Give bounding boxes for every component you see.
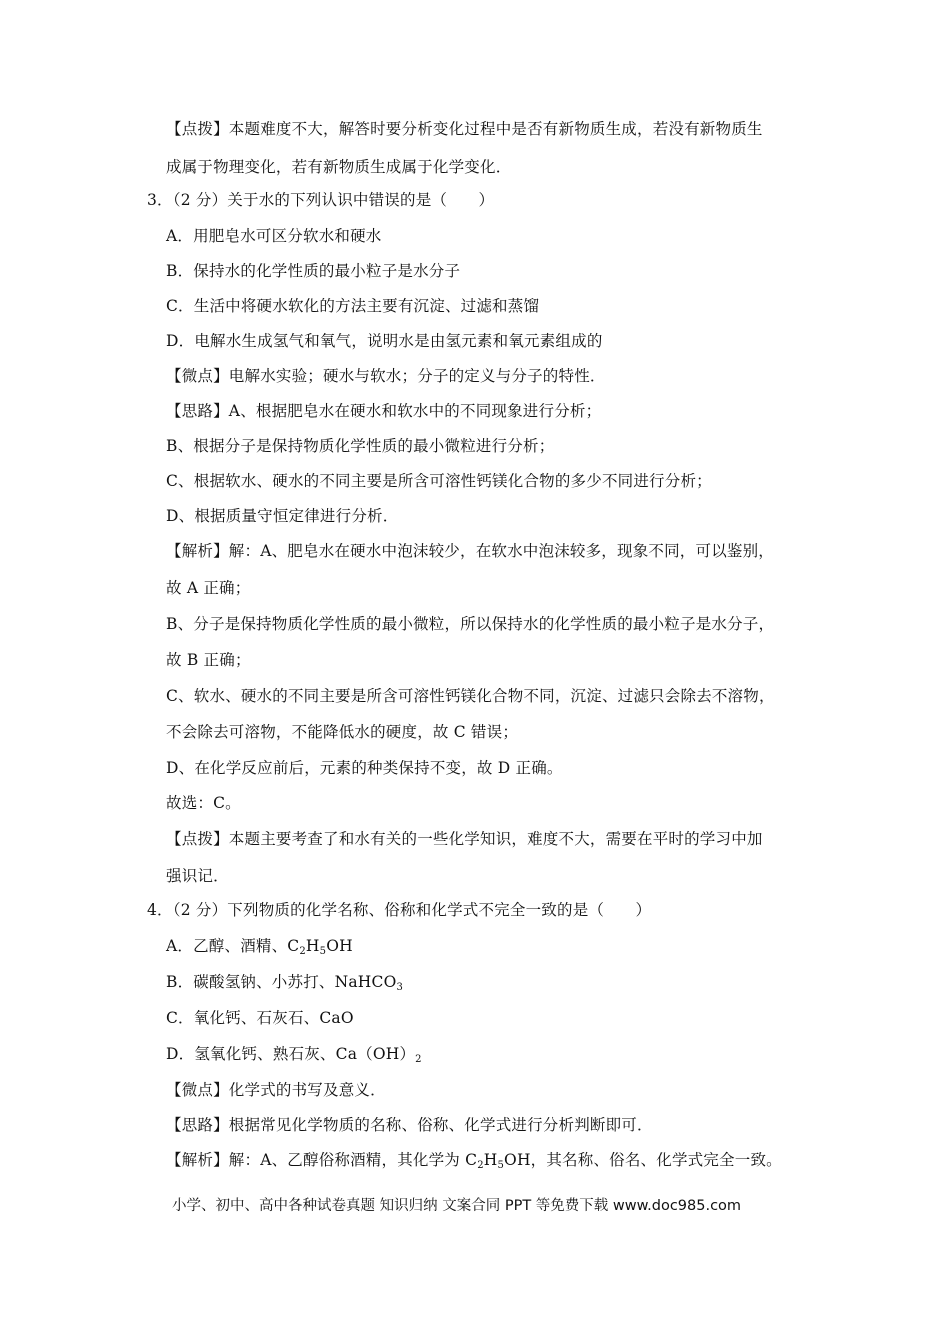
q4-idea: 【思路】根据常见化学物质的名称、俗称、化学式进行分析判断即可．: [166, 1116, 653, 1134]
q3-option-c: C．生活中将硬水软化的方法主要有沉淀、过滤和蒸馏: [166, 297, 540, 315]
page-footer: 小学、初中、高中各种试卷真题 知识归纳 文案合同 PPT 等免费下载 www.doc985.com: [172, 1198, 742, 1214]
question-3-stem: 3．（2 分）关于水的下列认识中错误的是（ ）: [147, 191, 495, 209]
q4-analysis: 【解析】解：A、乙醇俗称酒精，其化学为 $C_2H_5OH$，其名称、俗名、化学式完全一致。: [166, 1151, 782, 1171]
q3-answer: 故选：C。: [166, 794, 241, 812]
q3-idea-c: C、根据软水、硬水的不同主要是所含可溶性钙镁化合物的多少不同进行分析；: [166, 472, 712, 490]
q3-tip-2: 强识记．: [166, 867, 229, 885]
q3-analysis-b-2: 故 B 正确；: [166, 651, 251, 669]
tip-line-1: 【点拨】本题难度不大，解答时要分析变化过程中是否有新物质生成，若没有新物质生: [166, 120, 763, 138]
q3-analysis-c-2: 不会除去可溶物，不能降低水的硬度，故 C 错误；: [166, 723, 519, 741]
q3-analysis-d: D、在化学反应前后，元素的种类保持不变，故 D 正确。: [166, 759, 563, 777]
q3-option-d: D．电解水生成氢气和氧气，说明水是由氢元素和氧元素组成的: [166, 332, 603, 350]
q3-analysis-a-2: 故 A 正确；: [166, 579, 251, 597]
q3-option-b: B．保持水的化学性质的最小粒子是水分子: [166, 262, 461, 280]
q4-point: 【微点】化学式的书写及意义．: [166, 1081, 386, 1099]
q3-point: 【微点】电解水实验；硬水与软水；分子的定义与分子的特性．: [166, 367, 606, 385]
tip-line-2: 成属于物理变化，若有新物质生成属于化学变化．: [166, 158, 512, 176]
question-4-stem: 4．（2 分）下列物质的化学名称、俗称和化学式不完全一致的是（ ）: [147, 901, 652, 919]
q3-analysis-b-1: B、分子是保持物质化学性质的最小微粒，所以保持水的化学性质的最小粒子是水分子，: [166, 615, 775, 633]
q4-option-c: C．氧化钙、石灰石、CaO: [166, 1009, 354, 1027]
q4-option-d: D．氢氧化钙、熟石灰、$Ca(OH)_2$: [166, 1045, 422, 1065]
q3-idea-b: B、根据分子是保持物质化学性质的最小微粒进行分析；: [166, 437, 555, 455]
q4-option-a: A．乙醇、酒精、$C_2H_5OH$: [166, 937, 353, 957]
q3-analysis-c-1: C、软水、硬水的不同主要是所含可溶性钙镁化合物不同，沉淀、过滤只会除去不溶物，: [166, 687, 775, 705]
q3-tip-1: 【点拨】本题主要考查了和水有关的一些化学知识，难度不大，需要在平时的学习中加: [166, 830, 763, 848]
q3-analysis-a-1: 【解析】解：A、肥皂水在硬水中泡沫较少，在软水中泡沫较多，现象不同，可以鉴别，: [166, 542, 774, 560]
q3-option-a: A．用肥皂水可区分软水和硬水: [166, 227, 382, 245]
q4-option-b: B．碳酸氢钠、小苏打、NaHCO$_3$: [166, 973, 404, 993]
q3-idea-d: D、根据质量守恒定律进行分析．: [166, 507, 399, 525]
q3-idea-a: 【思路】A、根据肥皂水在硬水和软水中的不同现象进行分析；: [166, 402, 602, 420]
